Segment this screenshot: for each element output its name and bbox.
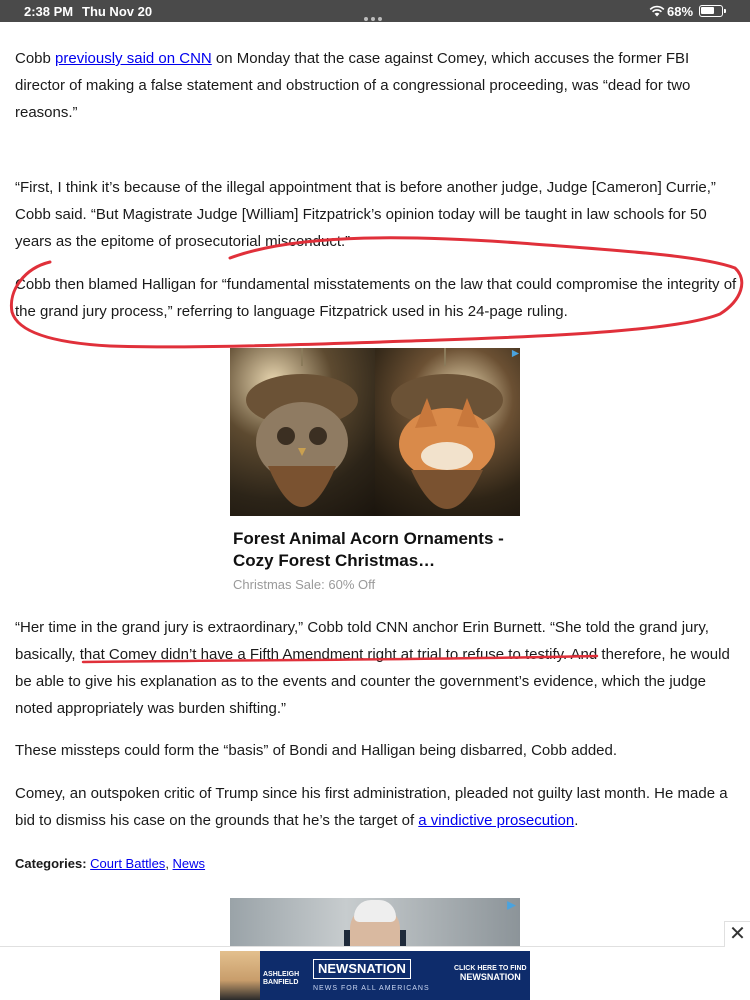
cnn-link[interactable]: previously said on CNN xyxy=(55,50,212,67)
category-link-court-battles[interactable]: Court Battles xyxy=(90,856,166,871)
close-icon: ✕ xyxy=(729,923,746,945)
banner-tagline: NEWS FOR ALL AMERICANS xyxy=(313,985,430,992)
ad-choices-icon[interactable] xyxy=(506,900,517,911)
fox-acorn-icon xyxy=(375,348,520,516)
ad-subtitle: Christmas Sale: 60% Off xyxy=(233,577,376,592)
newsnation-logo: NEWSNATION xyxy=(313,959,411,979)
status-time: 2:38 PM xyxy=(24,4,74,19)
owl-acorn-icon xyxy=(230,348,375,516)
paragraph-text: on Monday that the case against Comey, which accuses the former FBI director of making a false statement and obstruction of a congressional proceeding, was “dead for two reasons.” xyxy=(15,50,691,121)
status-bar xyxy=(0,0,750,22)
paragraph-text: . xyxy=(574,812,579,829)
anchor-name: ASHLEIGH BANFIELD xyxy=(263,971,300,986)
article-paragraph: Cobb then blamed Halligan for “fundamental misstatements on the law that could compromise the integrity of the grand jury process,” referring to language Fitzpatrick used in his 24-page ruling. xyxy=(15,276,737,320)
owl-ornament-image[interactable] xyxy=(230,348,375,516)
paragraph-text: Cobb xyxy=(15,50,56,67)
close-ad-button[interactable] xyxy=(724,921,750,947)
battery-percent: 68% xyxy=(667,4,694,19)
article-paragraph xyxy=(15,780,737,834)
fox-ornament-image[interactable] xyxy=(375,348,520,516)
category-separator: , xyxy=(165,856,173,871)
banner-cta[interactable]: CLICK HERE TO FIND NEWSNATION xyxy=(454,965,527,982)
article-paragraph xyxy=(15,45,737,126)
ad-choices-icon[interactable] xyxy=(511,349,520,358)
categories xyxy=(15,855,205,873)
article-paragraph: “Her time in the grand jury is extraordinary,” Cobb told CNN anchor Erin Burnett. “She told the grand jury, basically, that Comey didn’t have a Fifth Amendment right at trial to refuse to testify. And therefore, he would be able to give his explanation as to the events and counter the government’s evidence, which the judge noted appropriately was burden shifting.” xyxy=(15,619,730,717)
paragraph-text: Comey, an outspoken critic of Trump since his first administration, pleaded not guilty last month. He made a bid to dismiss his case on the grounds that he’s the target of xyxy=(15,785,728,829)
newsnation-banner-ad[interactable] xyxy=(220,951,530,1000)
battery-icon xyxy=(699,5,723,17)
multitask-dots-icon[interactable] xyxy=(364,9,386,13)
category-link-news[interactable]: News xyxy=(172,856,206,871)
battery-fill xyxy=(701,7,714,14)
anchor-photo xyxy=(220,951,260,1000)
categories-label: Categories: xyxy=(15,856,87,871)
wifi-icon xyxy=(649,5,665,17)
status-date: Thu Nov 20 xyxy=(82,4,153,19)
article-paragraph: These missteps could form the “basis” of Bondi and Halligan being disbarred, Cobb added. xyxy=(15,742,618,759)
article-paragraph: “First, I think it’s because of the illegal appointment that is before another judge, Judge [Cameron] Currie,” Cobb said. “But Magistrate Judge [William] Fitzpatrick’s opinion today will be taught in law schools for 50 years as the epitome of prosecutorial misconduct.” xyxy=(15,179,716,250)
video-ad[interactable] xyxy=(230,898,520,948)
ad-title[interactable]: Forest Animal Acorn Ornaments - Cozy Forest Christmas… xyxy=(233,529,504,570)
vindictive-prosecution-link[interactable]: a vindictive prosecution xyxy=(418,812,575,829)
